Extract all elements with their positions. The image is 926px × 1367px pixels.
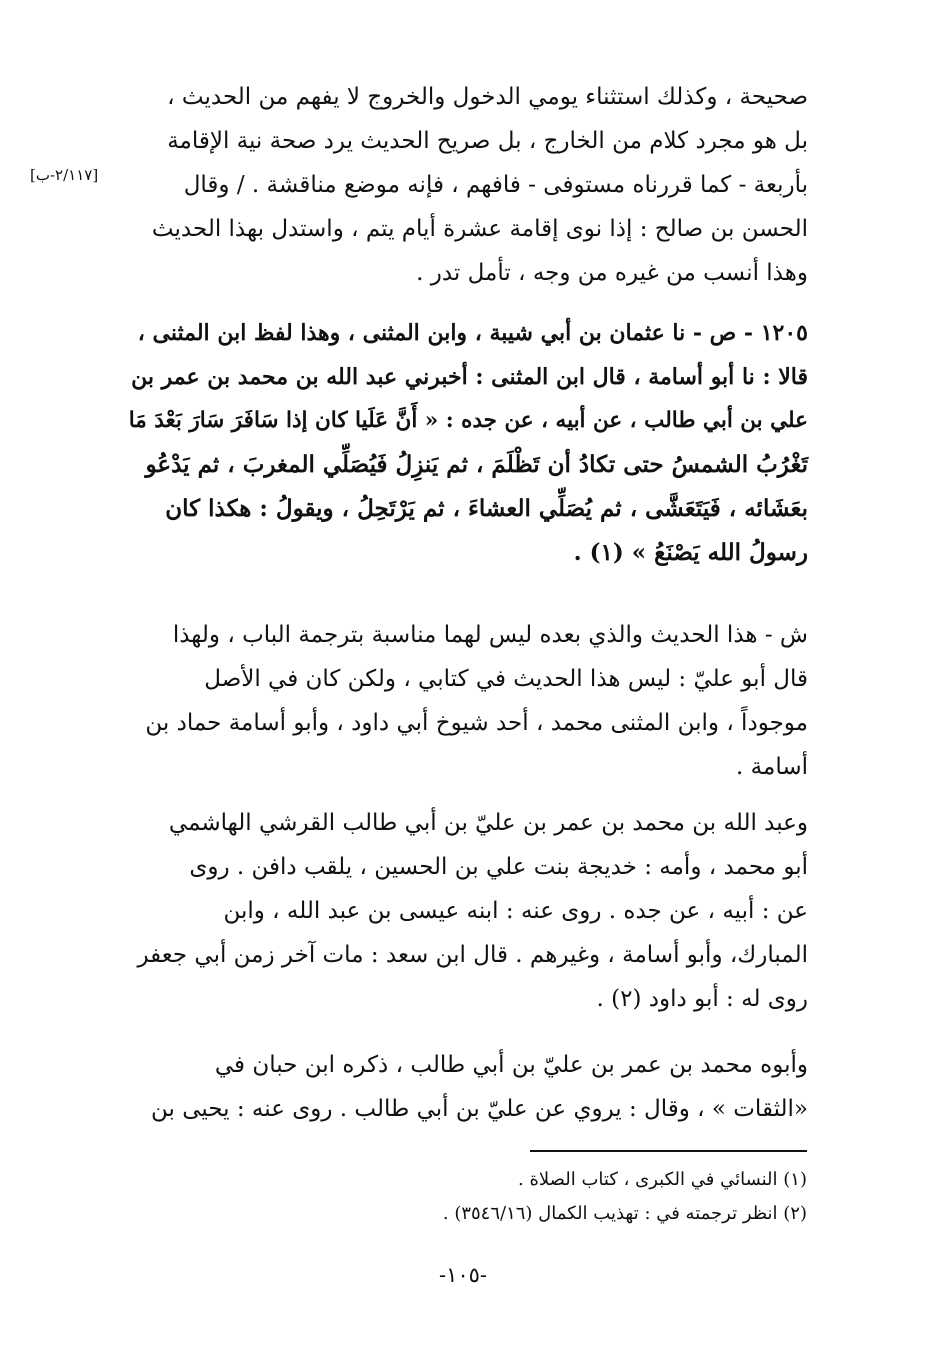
text-line: وأبوه محمد بن عمر بن عليّ بن أبي طالب ، ذكره ابن حبان في bbox=[214, 1052, 808, 1078]
page-number: -١٠٥- bbox=[438, 1263, 488, 1287]
footnote-2: (٢) انظر ترجمته في : تهذيب الكمال (٣٥٤٦/١٦) . bbox=[442, 1203, 807, 1224]
text-line: المبارك، وأبو أسامة ، وغيرهم . قال ابن سعد : مات آخر زمن أبي جعفر bbox=[137, 942, 808, 968]
footnote-1: (١) النسائي في الكبرى ، كتاب الصلاة . bbox=[518, 1169, 807, 1190]
text-line: بعَشَائه ، فَيَتَعَشَّى ، ثم يُصَلِّي العشاءَ ، ثم يَرْتَحِلُ ، ويقولُ : هكذا كان bbox=[165, 495, 808, 522]
footnote-separator bbox=[530, 1150, 807, 1152]
footnotes bbox=[300, 1163, 807, 1231]
paragraph-explanation bbox=[124, 613, 808, 789]
text-line: بل هو مجرد كلام من الخارج ، بل صريح الحديث يرد صحة نية الإقامة bbox=[167, 128, 808, 154]
text-line: عن : أبيه ، عن جده . روى عنه : ابنه عيسى بن عبد الله ، وابن bbox=[223, 898, 808, 924]
text-line: رسولُ الله يَصْنَعُ » (١) . bbox=[573, 539, 808, 566]
text-line: وهذا أنسب من غيره من وجه ، تأمل تدر . bbox=[416, 260, 808, 286]
text-line: ش - هذا الحديث والذي بعده ليس لهما مناسبة بترجمة الباب ، ولهذا bbox=[172, 622, 808, 648]
paragraph-hadith-1205 bbox=[124, 311, 808, 575]
text-line: «الثقات » ، وقال : يروي عن عليّ بن أبي طالب . روى عنه : يحيى بن bbox=[150, 1096, 808, 1122]
marginal-manuscript-reference: [٢/١١٧-ب] bbox=[30, 166, 99, 184]
paragraph-narrator-biography bbox=[124, 801, 808, 1021]
text-line: موجوداً ، وابن المثنى محمد ، أحد شيوخ أبي داود ، وأبو أسامة حماد بن bbox=[145, 710, 808, 736]
text-line: وعبد الله بن محمد بن عمر بن عليّ بن أبي طالب القرشي الهاشمي bbox=[168, 810, 808, 836]
text-line: صحيحة ، وكذلك استثناء يومي الدخول والخروج لا يفهم من الحديث ، bbox=[167, 84, 808, 110]
text-line: ١٢٠٥ - ص - نا عثمان بن أبي شيبة ، وابن المثنى ، وهذا لفظ ابن المثنى ، bbox=[137, 320, 808, 346]
text-line: علي بن أبي طالب ، عن أبيه ، عن جده : « أَنَّ عَلَيا كان إذا سَافَرَ سَارَ بَعْدَ مَا bbox=[128, 408, 808, 433]
text-line: أبو محمد ، وأمه : خديجة بنت علي بن الحسين ، يلقب دافن . روى bbox=[189, 854, 808, 880]
paragraph-commentary-conclusion bbox=[124, 75, 808, 295]
text-line: قال أبو عليّ : ليس هذا الحديث في كتابي ، ولكن كان في الأصل bbox=[204, 666, 808, 692]
text-line: قالا : نا أبو أسامة ، قال ابن المثنى : أخبرني عبد الله بن محمد بن عمر بن bbox=[131, 364, 808, 390]
text-line: تَغْرُبُ الشمسُ حتى تكادُ أن تَظْلَمَ ، ثم يَنزِلُ فَيُصَلِّي المغربَ ، ثم يَدْعُو bbox=[145, 451, 808, 478]
text-line: الحسن بن صالح : إذا نوى إقامة عشرة أيام يتم ، واستدل بهذا الحديث bbox=[151, 216, 808, 242]
text-line: أسامة . bbox=[736, 754, 808, 780]
text-line: روى له : أبو داود (٢) . bbox=[596, 986, 808, 1012]
text-line: بأربعة - كما قررناه مستوفى - فافهم ، فإنه موضع مناقشة . / وقال bbox=[183, 172, 808, 198]
paragraph-father-biography bbox=[124, 1043, 808, 1131]
